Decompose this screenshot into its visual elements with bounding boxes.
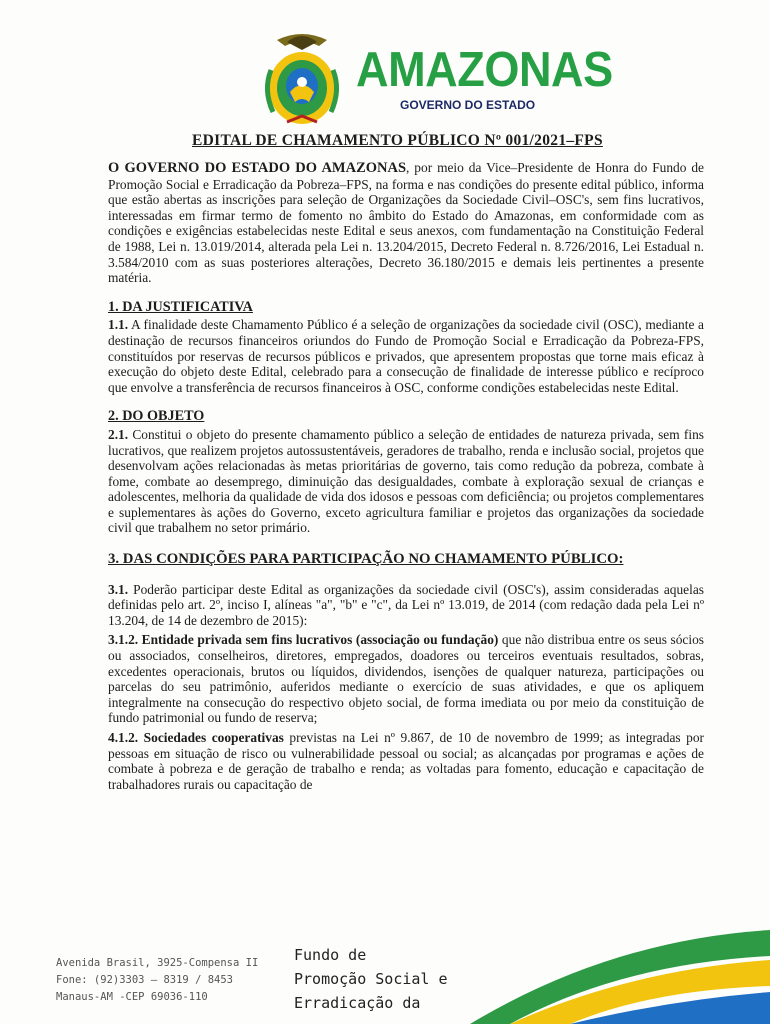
- address-line-3: Manaus-AM -CEP 69036-110: [56, 991, 208, 1003]
- state-crest-icon: [257, 30, 347, 128]
- section-3-p2-text: que não distribua entre os seus sócios ou associados, conselheiros, diretores, empregados, doadores ou terceiros eventuais resultados, sobras, excedentes operacionais, brutos ou líquidos, dividendos, isenções de qualquer natureza, participações ou parcelas do seu patrimônio, auferidos mediante o exercício de suas atividades, e que os apliquem integralmente na consecução do respectivo objeto social, de forma imediata ou por meio da constituição de fundo patrimonial ou fundo de reserva;: [108, 632, 704, 726]
- brand-subtitle: GOVERNO DO ESTADO: [400, 98, 536, 112]
- fund-line-1: Fundo de: [294, 946, 367, 964]
- address-line-2: Fone: (92)3303 – 8319 / 8453: [56, 974, 234, 986]
- intro-text: , por meio da Vice–Presidente de Honra do Fundo de Promoção Social e Erradicação da Pobreza–FPS, na forma e nas condições do presente edital público, informa que estão abertas as inscrições para seleção de Organizações da Sociedade Civil–OSC's, sem fins lucrativos, interessadas em firmar termo de fomento no âmbito do Estado do Amazonas, em conformidade com as condições e exigências estabelecidas neste Edital e seus anexos, com fundamentação na Constituição Federal de 1988, Lei n. 13.019/2014, alterada pela Lei n. 13.204/2015, Decreto Federal n. 8.726/2016, Lei Estadual n. 3.584/2010 com as suas posteriores alterações, Decreto 36.180/2015 e demais leis pertinentes a presente matéria.: [108, 160, 704, 286]
- section-3-p3-number: 4.1.2. Sociedades cooperativas: [108, 730, 284, 745]
- document-body: [108, 158, 704, 796]
- section-3-title: 3. DAS CONDIÇÕES PARA PARTICIPAÇÃO NO CHAMAMENTO PÚBLICO:: [108, 551, 624, 568]
- section-3-paragraph-3: [108, 730, 704, 792]
- footer-swoosh-decoration: [470, 920, 770, 1024]
- intro-paragraph: [108, 160, 704, 286]
- fund-line-3: Erradicação da: [294, 994, 421, 1012]
- section-2-number: 2.1.: [108, 426, 129, 442]
- document-title: EDITAL DE CHAMAMENTO PÚBLICO Nº 001/2021–FPS: [192, 132, 603, 149]
- fund-line-2: Promoção Social e: [294, 970, 448, 988]
- section-1-number: 1.1.: [108, 317, 129, 333]
- section-2-title: 2. DO OBJETO: [108, 408, 205, 425]
- section-3-p1-text: Poderão participar deste Edital as organizações da sociedade civil (OSC's), assim consideradas aquelas definidas pelo art. 2º, inciso I, alíneas "a", "b" e "c", da Lei nº 13.019, de 2014 (com redação dada pela Lei nº 13.204, de 14 de dezembro de 2015):: [108, 581, 704, 628]
- brand-name: AMAZONAS: [356, 43, 613, 97]
- footer-address: [56, 955, 258, 1006]
- section-1-text: A finalidade deste Chamamento Público é a seleção de organizações da sociedade civil (OSC), mediante a destinação de recursos financeiros oriundos do Fundo de Promoção Social e Erradicação da Pobreza-FPS, constituídos por reservas de recursos públicos e privados, que apresentem propostas que torne mais eficaz à execução do objeto deste Edital, celebrado para a consecução de finalidade de interesse público e recíproco que envolve a transferência de recursos financeiros à OSC, conforme condições estabelecidas neste Edital.: [108, 317, 704, 395]
- section-3-p1-number: 3.1.: [108, 581, 129, 597]
- section-3-paragraph-1: [108, 582, 704, 629]
- section-2-text: Constitui o objeto do presente chamamento público a seleção de entidades de natureza privada, sem fins lucrativos, que realizem projetos autossustentáveis, geradores de trabalho, renda e inclusão social, projetos que desenvolvam ações relacionadas às metas prioritárias de governo, tais como redução da pobreza, combate à fome, combate ao desemprego, diminuição das desigualdades, combate à exploração sexual de crianças e adolescentes, melhoria da qualidade de vida dos idosos e pessoas com deficiência; ou projetos complementares e suplementares às ações do Governo, exceto agricultura familiar e projetos das organizações da sociedade civil que trabalhem no setor primário.: [108, 426, 704, 536]
- section-3-p3-text: previstas na Lei nº 9.867, de 10 de novembro de 1999; as integradas por pessoas em situação de risco ou vulnerabilidade pessoal ou social; as alcançadas por programas e ações de combate à pobreza e de geração de trabalho e renda; as voltadas para fomento, educação e capacitação de trabalhadores rurais ou capacitação de: [108, 730, 704, 792]
- address-line-1: Avenida Brasil, 3925-Compensa II: [56, 957, 259, 969]
- section-2-paragraph: [108, 427, 704, 536]
- brand-block: [356, 44, 635, 112]
- section-3-p2-number: 3.1.2. Entidade privada sem fins lucrativos (associação ou fundação): [108, 632, 499, 648]
- section-1-paragraph: [108, 317, 704, 395]
- section-3-paragraph-2: [108, 632, 704, 726]
- footer-fund-name: [294, 943, 448, 1015]
- intro-lead: O GOVERNO DO ESTADO DO AMAZONAS: [108, 160, 407, 176]
- section-1-title: 1. DA JUSTIFICATIVA: [108, 298, 253, 315]
